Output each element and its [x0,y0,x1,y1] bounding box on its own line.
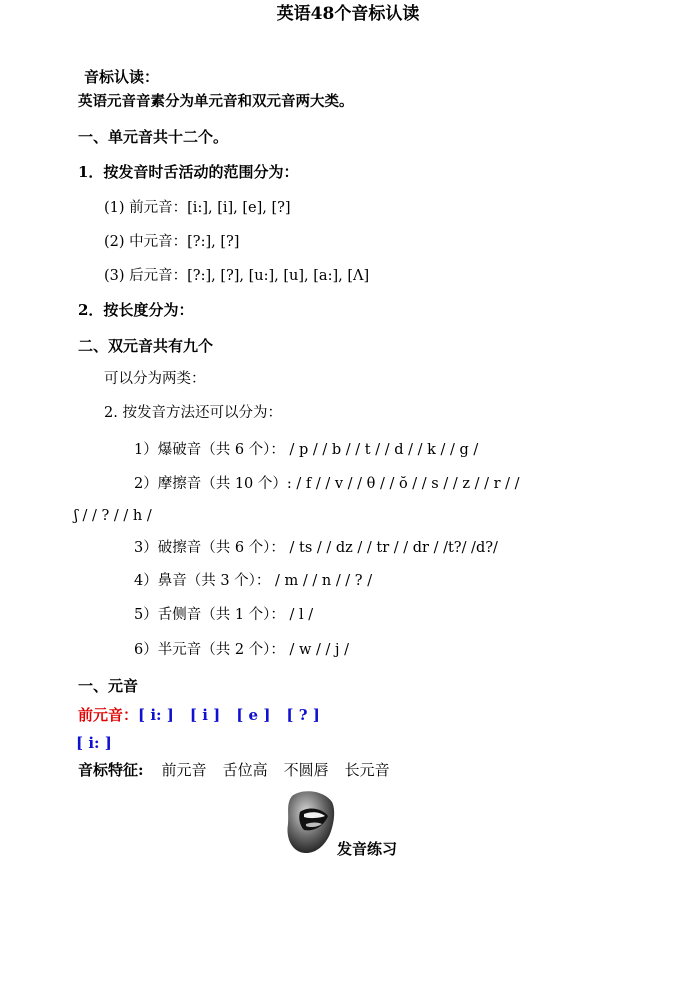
front-vowels-line: (1) 前元音：[i:], [i], [e], [?] [104,200,291,216]
front-vowel-symbol: [ i: ] [138,706,174,724]
nasals-line: 4）鼻音（共 3 个）： / m / / n / / ? / [134,573,373,589]
front-vowels-row [78,706,320,724]
intro-heading: 音标认读： [84,68,160,86]
semivowels-line: 6）半元音（共 2 个）： / w / / j / [134,642,350,658]
fricatives-line: 2）摩擦音（共 10 个）: / f / / v / / θ / / ŏ / / s / / z / / r / / [134,476,520,492]
mouth-icon-graphic [284,788,338,858]
section-1-sub1: 1．按发音时舌活动的范围分为： [78,163,299,181]
intro-line-text: 英语元音音素分为单元音和双元音两大类。 [78,93,354,110]
front-vowel-symbol: [ ? ] [286,706,320,724]
section-1-heading: 一、单元音共十二个。 [78,128,229,146]
current-symbol: [ i: ] [76,734,112,752]
front-vowel-label: 前元音： [78,706,139,724]
page-title: 英语48个音标认读 [276,4,420,24]
feature-item: 不圆唇 [283,761,329,779]
section-2-heading: 二、双元音共有九个 [78,337,214,355]
affricates-line: 3）破擦音（共 6 个）： / ts / / dz / / tr / / dr / /t?/ /d?/ [134,540,498,556]
front-vowel-symbol: [ e ] [236,706,271,724]
intro-line [78,93,354,111]
central-vowels-line: (2) 中元音：[?:], [?] [104,234,240,250]
section-1-sub2: 2．按长度分为： [78,301,194,319]
features-label: 音标特征: [78,761,144,779]
features-row [78,761,390,779]
fricatives-line-cont: ʃ / / ? / / h / [74,508,152,524]
section-2-line2: 2. 按发音方法还可以分为： [104,405,282,421]
practice-link[interactable]: 发音练习 [337,840,398,858]
plosives-line: 1）爆破音（共 6 个）： / p / / b / / t / / d / / k / / g / [134,442,479,458]
feature-item: 舌位高 [222,761,268,779]
section-3-heading: 一、元音 [78,677,139,695]
mouth-icon[interactable] [284,788,338,858]
back-vowels-line: (3) 后元音：[?:], [?], [u:], [u], [a:], [Λ] [104,268,370,284]
feature-item: 前元音 [161,761,207,779]
front-vowel-symbol: [ i ] [189,706,221,724]
section-2-line1: 可以分为两类： [104,371,206,387]
feature-item: 长元音 [344,761,390,779]
lateral-line: 5）舌侧音（共 1 个）： / l / [134,607,314,623]
